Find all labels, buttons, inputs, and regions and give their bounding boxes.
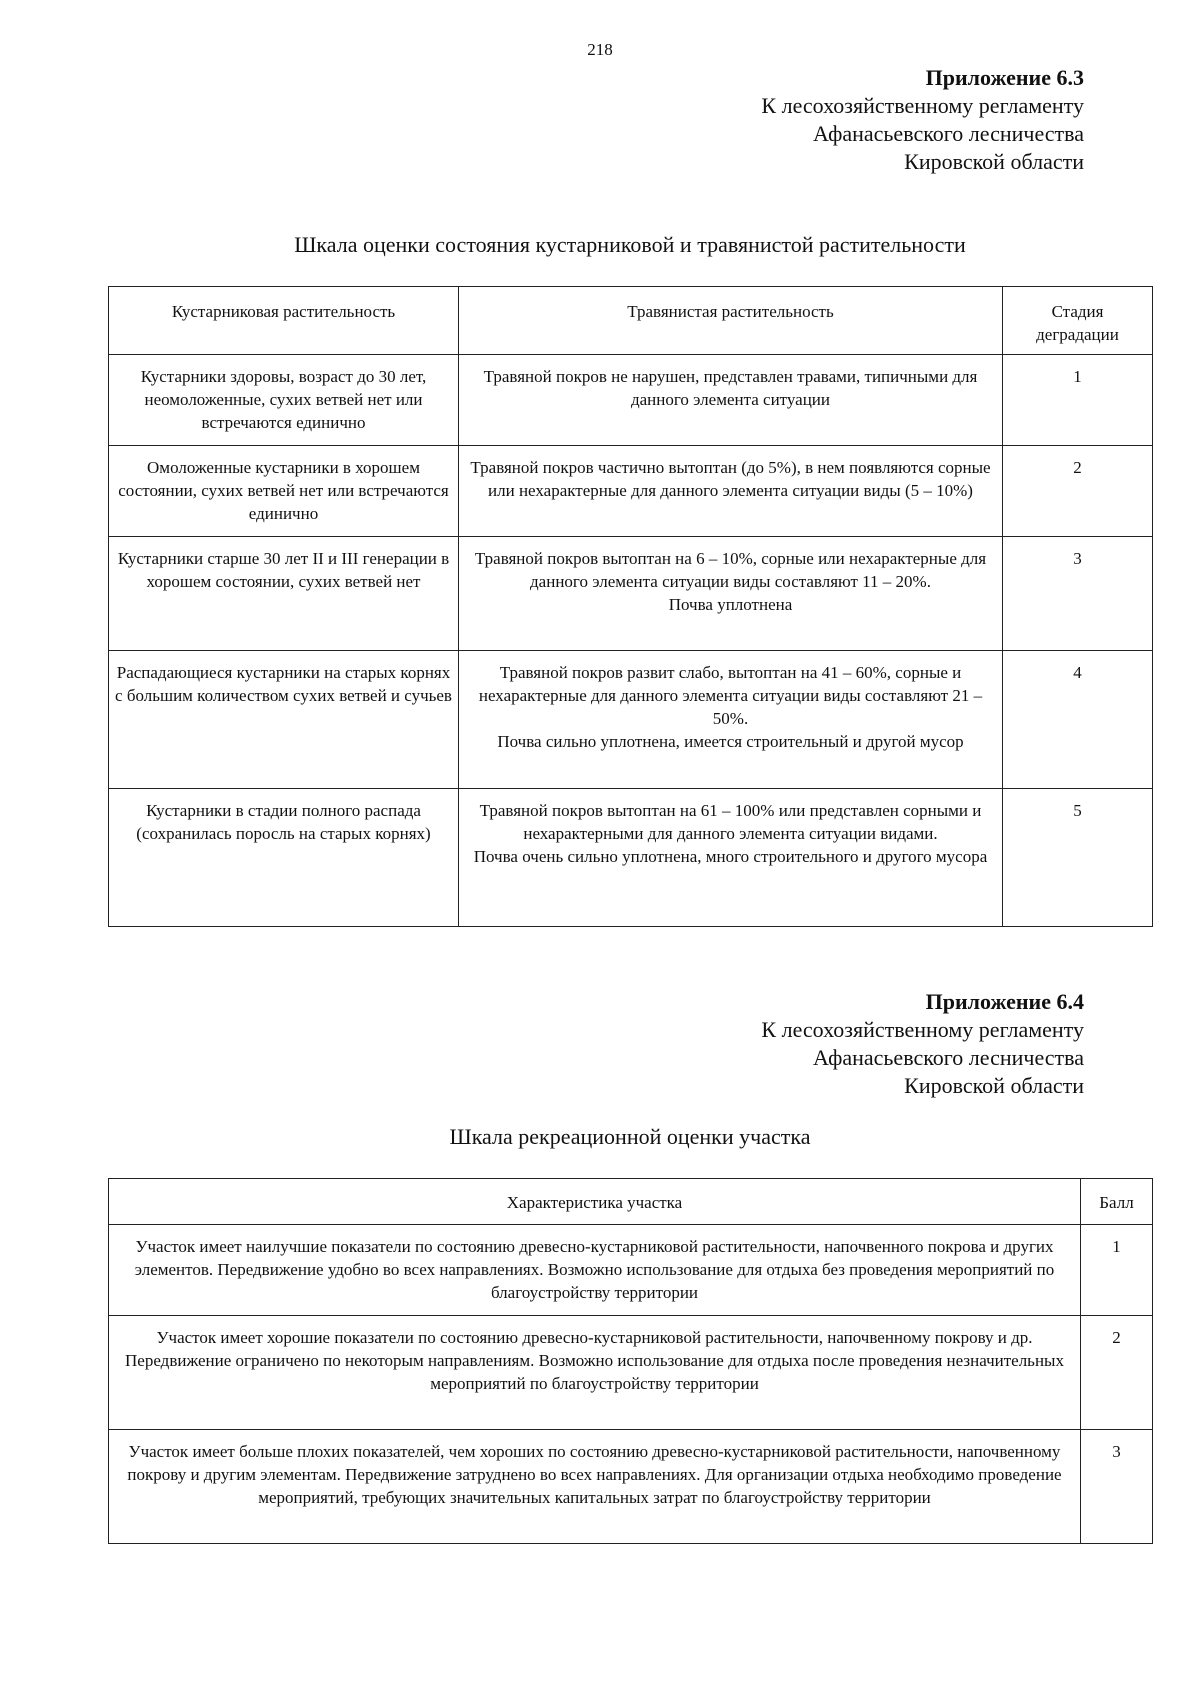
stage-cell: 3	[1003, 537, 1153, 651]
column-header: Балл	[1081, 1179, 1153, 1225]
table-row	[109, 789, 1153, 927]
characteristic-cell: Участок имеет больше плохих показателей, чем хороших по состоянию древесно-кустарниковой растительности, напочвенному покрову и другим элементам. Передвижение затруднено во всех направлениях. Для организации отдыха необходимо проведение мероприятий, требующих значительных капитальных затрат по благоустройству территории	[109, 1430, 1081, 1544]
appendix-6-3-header	[761, 64, 1084, 176]
stage-cell: 4	[1003, 651, 1153, 789]
shrub-cell: Кустарники здоровы, возраст до 30 лет, неомоложенные, сухих ветвей нет или встречаются единично	[109, 355, 459, 446]
recreation-scale-table	[108, 1178, 1153, 1544]
table-2-title: Шкала рекреационной оценки участка	[449, 1124, 811, 1149]
degradation-scale-table	[108, 286, 1153, 927]
stage-cell: 1	[1003, 355, 1153, 446]
grass-cell: Травяной покров частично вытоптан (до 5%), в нем появляются сорные или нехарактерные для данного элемента ситуации виды (5 – 10%)	[459, 446, 1003, 537]
appendix-line: К лесохозяйственному регламенту	[761, 1017, 1084, 1042]
characteristic-cell: Участок имеет наилучшие показатели по состоянию древесно-кустарниковой растительности, напочвенного покрова и других элементов. Передвижение удобно во всех направлениях. Возможно использование для отдыха без проведения мероприятий по благоустройству территории	[109, 1225, 1081, 1316]
stage-cell: 2	[1003, 446, 1153, 537]
grass-text-extra: Почва сильно уплотнена, имеется строительный и другой мусор	[497, 732, 964, 751]
column-header: Травянистая растительность	[459, 287, 1003, 355]
score-cell: 2	[1081, 1316, 1153, 1430]
grass-text: Травяной покров вытоптан на 61 – 100% или представлен сорными и нехарактерными для данного элемента ситуации видами.	[479, 801, 982, 843]
table-1-title: Шкала оценки состояния кустарниковой и травянистой растительности	[294, 232, 966, 257]
score-cell: 1	[1081, 1225, 1153, 1316]
characteristic-text-extra: Передвижение ограничено по некоторым направлениям. Возможно использование для отдыха после проведения незначительных мероприятий по благоустройству территории	[125, 1351, 1064, 1393]
shrub-cell: Омоложенные кустарники в хорошем состоянии, сухих ветвей нет или встречаются единично	[109, 446, 459, 537]
table-row	[109, 537, 1153, 651]
shrub-cell: Кустарники старше 30 лет II и III генерации в хорошем состоянии, сухих ветвей нет	[109, 537, 459, 651]
score-cell: 3	[1081, 1430, 1153, 1544]
column-header: Стадия деградации	[1003, 287, 1153, 355]
grass-cell: Травяной покров не нарушен, представлен травами, типичными для данного элемента ситуации	[459, 355, 1003, 446]
column-header: Кустарниковая растительность	[109, 287, 459, 355]
table-row	[109, 651, 1153, 789]
grass-text-extra: Почва уплотнена	[668, 595, 793, 614]
table-row	[109, 1316, 1153, 1430]
appendix-6-4-header	[761, 988, 1084, 1100]
appendix-title: Приложение 6.4	[925, 989, 1084, 1014]
table-header-row	[109, 1179, 1153, 1225]
table-row	[109, 1430, 1153, 1544]
grass-text: Травяной покров развит слабо, вытоптан на 41 – 60%, сорные и нехарактерные для данного элемента ситуации виды составляют 21 – 50%.	[478, 663, 983, 728]
table-row	[109, 446, 1153, 537]
grass-cell	[459, 789, 1003, 927]
column-header: Характеристика участка	[109, 1179, 1081, 1225]
page-number: 218	[587, 40, 613, 59]
shrub-cell: Распадающиеся кустарники на старых корнях с большим количеством сухих ветвей и сучьев	[109, 651, 459, 789]
characteristic-cell	[109, 1316, 1081, 1430]
grass-cell	[459, 651, 1003, 789]
appendix-title: Приложение 6.3	[925, 65, 1084, 90]
grass-text-extra: Почва очень сильно уплотнена, много строительного и другого мусора	[473, 847, 988, 866]
appendix-line: Афанасьевского лесничества	[813, 1045, 1084, 1070]
shrub-cell: Кустарники в стадии полного распада (сохранилась поросль на старых корнях)	[109, 789, 459, 927]
grass-text: Травяной покров вытоптан на 6 – 10%, сорные или нехарактерные для данного элемента ситуации виды составляют 11 – 20%.	[474, 549, 987, 591]
appendix-line: К лесохозяйственному регламенту	[761, 93, 1084, 118]
characteristic-text: Участок имеет хорошие показатели по состоянию древесно-кустарниковой растительности, напочвенному покрову и др.	[156, 1328, 1033, 1347]
table-row	[109, 355, 1153, 446]
appendix-line: Кировской области	[904, 1073, 1084, 1098]
table-row	[109, 1225, 1153, 1316]
grass-cell	[459, 537, 1003, 651]
table-header-row	[109, 287, 1153, 355]
stage-cell: 5	[1003, 789, 1153, 927]
appendix-line: Афанасьевского лесничества	[813, 121, 1084, 146]
appendix-line: Кировской области	[904, 149, 1084, 174]
